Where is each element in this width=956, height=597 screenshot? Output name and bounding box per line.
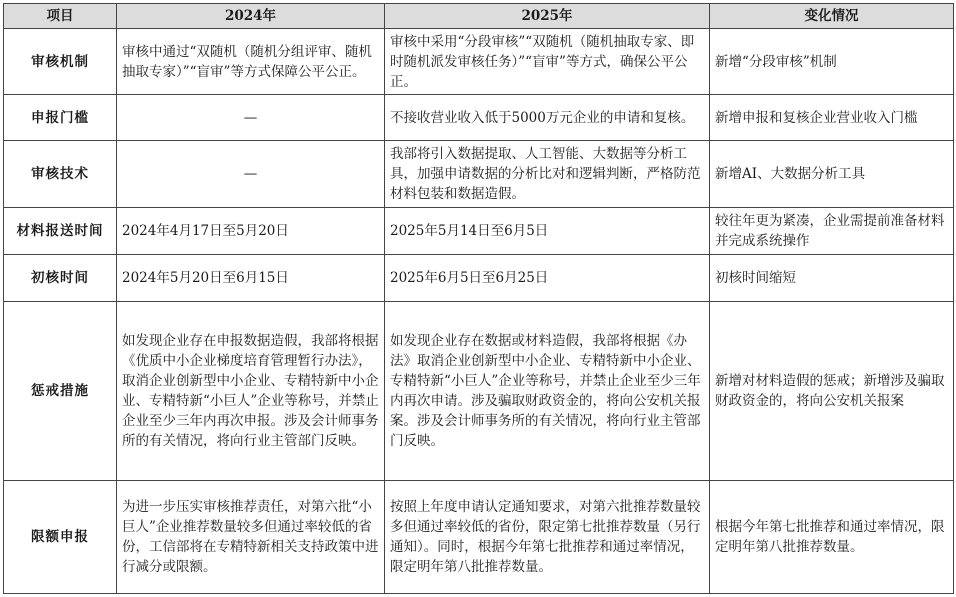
row-2025: 如发现企业存在数据或材料造假，我部将根据《办法》取消企业创新型中小企业、专精特新中小企业、专精特新“小巨人”企业等称号，并禁止企业至少三年内再次申请。涉及骗取财政资金的，将向公安机关报案。涉及会计师事务所的有关情况，将向行业主管部门反映。 xyxy=(385,302,710,480)
table-row xyxy=(4,95,954,141)
row-change: 新增申报和复核企业营业收入门槛 xyxy=(710,95,954,141)
row-2025: 我部将引入数据提取、人工智能、大数据等分析工具，加强申请数据的分析比对和逻辑判断，严格防范材料包装和数据造假。 xyxy=(385,141,710,208)
row-item: 审核机制 xyxy=(4,29,117,95)
row-2025: 审核中采用“分段审核”“双随机（随机抽取专家、即时随机派发审核任务）”“盲审”等方式，确保公平公正。 xyxy=(385,29,710,95)
comparison-table xyxy=(3,3,954,594)
row-item: 惩戒措施 xyxy=(4,302,117,480)
table-row xyxy=(4,255,954,302)
header-2025: 2025年 xyxy=(385,4,710,29)
table-row xyxy=(4,480,954,593)
row-item: 初核时间 xyxy=(4,255,117,302)
row-2024: 如发现企业存在申报数据造假，我部将根据《优质中小企业梯度培育管理暂行办法》，取消企业创新型中小企业、专精特新中小企业、专精特新“小巨人”企业等称号，并禁止企业至少三年内再次申报。涉及会计师事务所的有关情况，将向行业主管部门反映。 xyxy=(117,302,385,480)
header-item: 项目 xyxy=(4,4,117,29)
header-2024: 2024年 xyxy=(117,4,385,29)
row-2025: 2025年6月5日至6月25日 xyxy=(385,255,710,302)
row-change: 新增对材料造假的惩戒；新增涉及骗取财政资金的，将向公安机关报案 xyxy=(710,302,954,480)
row-2024: — xyxy=(117,95,385,141)
row-change: 根据今年第七批推荐和通过率情况，限定明年第八批推荐数量。 xyxy=(710,480,954,593)
row-2025: 不接收营业收入低于5000万元企业的申请和复核。 xyxy=(385,95,710,141)
row-item: 材料报送时间 xyxy=(4,208,117,255)
row-item: 限额申报 xyxy=(4,480,117,593)
row-2024: — xyxy=(117,141,385,208)
row-2024: 2024年4月17日至5月20日 xyxy=(117,208,385,255)
row-2025: 按照上年度申请认定通知要求，对第六批推荐数量较多但通过率较低的省份，限定第七批推荐数量（另行通知）。同时，根据今年第七批推荐和通过率情况，限定明年第八批推荐数量。 xyxy=(385,480,710,593)
table-row xyxy=(4,29,954,95)
row-item: 申报门槛 xyxy=(4,95,117,141)
row-item: 审核技术 xyxy=(4,141,117,208)
row-change: 新增“分段审核”机制 xyxy=(710,29,954,95)
table-row xyxy=(4,208,954,255)
row-2024: 审核中通过“双随机（随机分组评审、随机抽取专家）”“盲审”等方式保障公平公正。 xyxy=(117,29,385,95)
table-row xyxy=(4,141,954,208)
table-header-row xyxy=(4,4,954,29)
row-2024: 为进一步压实审核推荐责任，对第六批“小巨人”企业推荐数量较多但通过率较低的省份，工信部将在专精特新相关支持政策中进行减分或限额。 xyxy=(117,480,385,593)
row-change: 新增AI、大数据分析工具 xyxy=(710,141,954,208)
row-change: 较往年更为紧凑，企业需提前准备材料并完成系统操作 xyxy=(710,208,954,255)
table-row xyxy=(4,302,954,480)
row-change: 初核时间缩短 xyxy=(710,255,954,302)
row-2025: 2025年5月14日至6月5日 xyxy=(385,208,710,255)
header-change: 变化情况 xyxy=(710,4,954,29)
row-2024: 2024年5月20日至6月15日 xyxy=(117,255,385,302)
